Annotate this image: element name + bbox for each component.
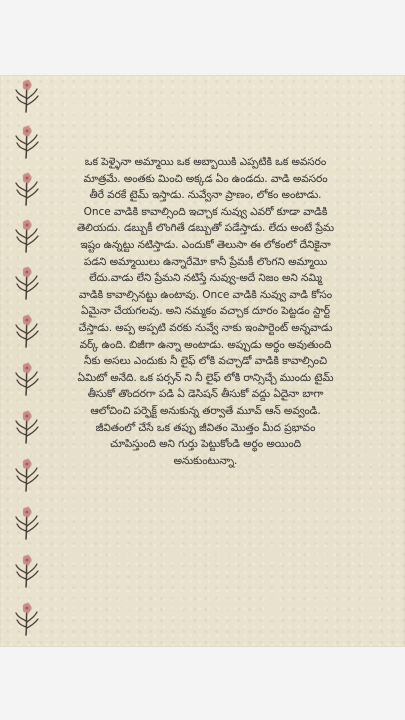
flower-sprig-icon (10, 456, 44, 494)
flower-sprig-icon (10, 123, 44, 161)
flower-sprig-icon (10, 170, 44, 208)
flower-sprig-icon (10, 264, 44, 302)
story-card (0, 75, 405, 647)
flower-sprig-icon (10, 600, 44, 638)
flower-sprig-icon (10, 408, 44, 446)
flower-sprig-icon (10, 217, 44, 255)
flower-sprig-icon (10, 360, 44, 398)
flower-sprig-icon (10, 77, 44, 115)
floral-border (10, 75, 44, 647)
story-text: ఒక పెళ్ళైనా అమ్మాయి ఒక అబ్బాయికి ఎప్పటికి ఒక అవసరం మాత్రమే. అంతకు మించి అక్కడ ఏం ఉండదు. వాడి అవసరం తీరే వరకే టైమ్ ఇస్తాడు. నువ్వేనా ప్రాణం, లోకం అంటాడు. Once వాడికి కావాల్సింది ఇచ్చాక నువ్వు ఎవరో కూడా వాడికి తెలియదు. డబ్బుకీ లొంగితే డబ్బుతో పడేస్తాడు. లేదు అంటే ప్రేమ ఇష్టం ఉన్నట్టు నటిస్తాడు. ఎందుకో తెలుసా ఈ లోకంలో దేనికైనా పడని అమ్మాయిలు ఉన్నారేమో కానీ ప్రేమకీ లొంగని అమ్మాయి లేదు.వాడు లేని ప్రేమని నటిస్తే నువ్వు-అదే నిజం అని నమ్మి వాడికి కావాల్సినట్టు ఉంటావు. Once వాడికి నువ్వు వాడి కోసం ఏమైనా చేయగలవు. అని నమ్మకం వచ్చాక దూరం పెట్టడం స్టార్ట్ చేస్తాడు. అప్ప అప్పటి వరకు నువ్వే నాకు ఇంపార్టెంట్ అన్నవాడు వర్క్ ఉంది. బిజీగా ఉన్నా అంటాడు. అప్పుడు అర్థం అవుతుంది నీకు అసలు ఎందుకు నీ లైఫ్ లోకి వచ్చాడో వాడికి కావాల్సించి ఏమిటో అనేది. ఒక పర్సన్ ని నీ లైఫ్ లోకి రాన్సిచ్చే ముందు టైమ్ తీసుకో తొందరగా పడి ఏ డెసిషన్ తీసుకో వద్దు ఏదైనా బాగా ఆలోచించి పర్ఫెక్ట్ అనుకున్న తర్వాతే మూవ్ ఆన్ అవ్వండి. జీవితంలో చేసే ఒక తప్పు జీవితం మొత్తం మీద ప్రభావం చూపిస్తుంది అని గుర్తు పెట్టుకోండి అర్థం అయింది అనుకుంటున్నా. (77, 156, 334, 467)
flower-sprig-icon (10, 552, 44, 590)
flower-sprig-icon (10, 504, 44, 542)
flower-sprig-icon (10, 312, 44, 350)
